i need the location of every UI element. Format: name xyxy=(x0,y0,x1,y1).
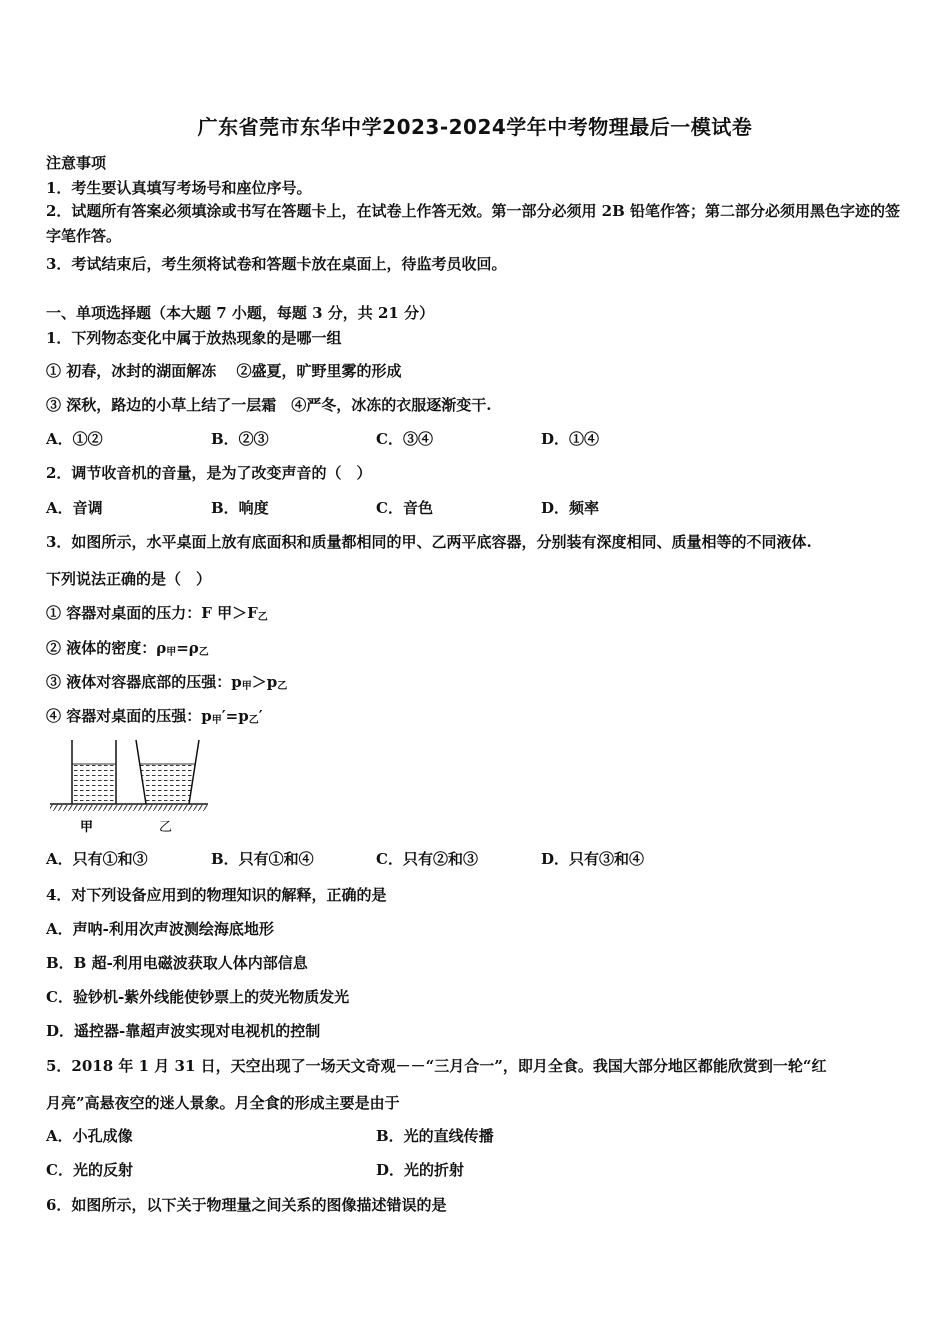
q3-stem-line-2: 下列说法正确的是（ ） xyxy=(46,570,212,588)
q3-statement-2 xyxy=(46,637,209,658)
q3-s3-text: ③ 液体对容器底部的压强：p xyxy=(46,673,242,691)
notice-heading: 注意事项 xyxy=(46,154,107,172)
q5-option-b: B．光的直线传播 xyxy=(376,1127,494,1145)
q1-option-c: C．③④ xyxy=(376,430,433,448)
container-b-liquid xyxy=(140,764,195,803)
q3-s1-text: ① 容器对桌面的压力：F 甲＞F xyxy=(46,604,258,622)
notice-item-1: 1．考生要认真填写考场号和座位序号。 xyxy=(46,179,312,197)
q3-s4-end: ′ xyxy=(258,707,263,725)
section-heading: 一、单项选择题（本大题 7 小题，每题 3 分，共 21 分） xyxy=(46,304,435,322)
q3-option-b: B．只有①和④ xyxy=(211,850,314,868)
label-yi: 乙 xyxy=(159,820,173,835)
q6-stem: 6．如图所示，以下关于物理量之间关系的图像描述错误的是 xyxy=(46,1196,447,1214)
q3-s2-mid: =ρ xyxy=(176,639,199,657)
q3-s4-sub1: 甲 xyxy=(211,715,222,726)
q5-option-a: A．小孔成像 xyxy=(46,1127,133,1145)
q3-containers-figure xyxy=(44,738,214,838)
q3-s1-sub: 乙 xyxy=(257,612,268,623)
q2-option-c: C．音色 xyxy=(376,499,433,517)
q3-option-c: C．只有②和③ xyxy=(376,850,478,868)
q1-line-2: ③ 深秋，路边的小草上结了一层霜 ④严冬，冰冻的衣服逐渐变干. xyxy=(46,396,492,414)
q1-option-a: A．①② xyxy=(46,430,103,448)
q3-s2-sub1: 甲 xyxy=(166,647,177,658)
q3-s2-text: ② 液体的密度：ρ xyxy=(46,639,167,657)
q1-stem: 1．下列物态变化中属于放热现象的是哪一组 xyxy=(46,329,342,347)
q3-s4-mid: ′=p xyxy=(221,707,249,725)
q3-s3-sub1: 甲 xyxy=(241,681,252,692)
q3-s4-text: ④ 容器对桌面的压强：p xyxy=(46,707,212,725)
q3-option-a: A．只有①和③ xyxy=(46,850,148,868)
q2-option-a: A．音调 xyxy=(46,499,103,517)
q3-statement-3 xyxy=(46,671,287,692)
q5-stem-line-2: 月亮”高悬夜空的迷人景象。月全食的形成主要是由于 xyxy=(46,1094,400,1112)
container-a-liquid xyxy=(72,764,116,803)
q2-stem: 2．调节收音机的音量，是为了改变声音的（ ） xyxy=(46,464,372,482)
q3-s3-sub2: 乙 xyxy=(277,681,288,692)
q2-option-d: D．频率 xyxy=(541,499,600,517)
q5-option-c: C．光的反射 xyxy=(46,1161,133,1179)
q4-option-d: D．遥控器-靠超声波实现对电视机的控制 xyxy=(46,1022,321,1040)
q2-option-b: B．响度 xyxy=(211,499,269,517)
q1-line-1: ① 初春，冰封的湖面解冻 ②盛夏，旷野里雾的形成 xyxy=(46,362,402,380)
q4-option-c: C．验钞机-紫外线能使钞票上的荧光物质发光 xyxy=(46,988,350,1006)
q3-statement-4 xyxy=(46,705,263,726)
q3-s4-sub2: 乙 xyxy=(248,715,259,726)
q5-stem-line-1: 5．2018 年 1 月 31 日，天空出现了一场天文奇观－－“三月合一”，即月全食。我国大部分地区都能欣赏到一轮“红 xyxy=(46,1057,827,1075)
q3-s3-mid: ＞p xyxy=(251,673,278,691)
q1-option-d: D．①④ xyxy=(541,430,600,448)
q1-option-b: B．②③ xyxy=(211,430,269,448)
page-title: 广东省莞市东华中学2023-2024学年中考物理最后一模试卷 xyxy=(197,115,753,139)
q3-s2-sub2: 乙 xyxy=(198,647,209,658)
q4-option-a: A．声呐-利用次声波测绘海底地形 xyxy=(46,920,274,938)
notice-item-3: 3．考试结束后，考生须将试卷和答题卡放在桌面上，待监考员收回。 xyxy=(46,255,507,273)
q3-statement-1 xyxy=(46,602,268,623)
q4-stem: 4．对下列设备应用到的物理知识的解释，正确的是 xyxy=(46,886,387,904)
notice-item-2: 2．试题所有答案必须填涂或书写在答题卡上，在试卷上作答无效。第一部分必须用 2B 铅笔作答；第二部分必须用黑色字迹的签字笔作答。 xyxy=(46,202,901,245)
q3-option-d: D．只有③和④ xyxy=(541,850,645,868)
q4-option-b: B．B 超-利用电磁波获取人体内部信息 xyxy=(46,954,308,972)
q5-option-d: D．光的折射 xyxy=(376,1161,465,1179)
q3-stem-line-1: 3．如图所示，水平桌面上放有底面积和质量都相同的甲、乙两平底容器，分别装有深度相同、质量相等的不同液体. xyxy=(46,533,812,551)
label-jia: 甲 xyxy=(80,820,94,835)
table-hatch xyxy=(50,805,208,811)
